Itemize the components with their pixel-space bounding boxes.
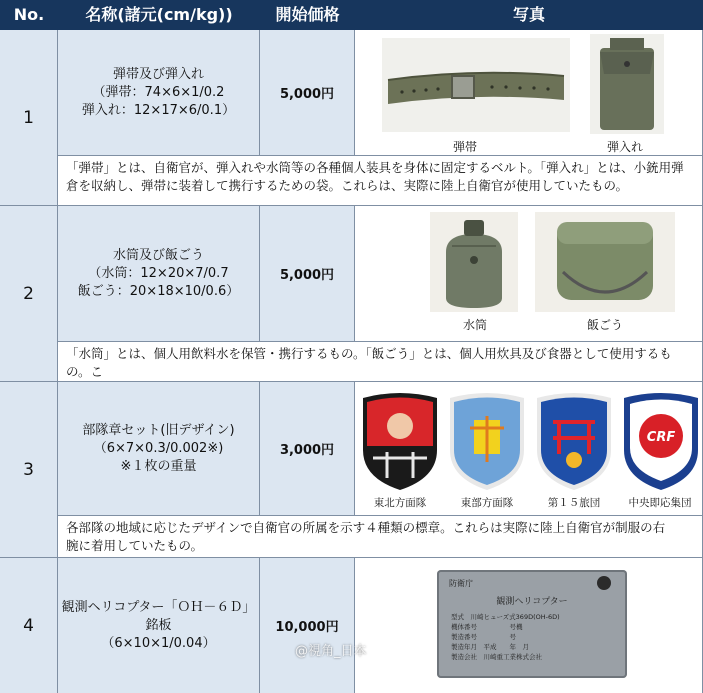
- header-photo: 写真: [512, 5, 545, 24]
- row-1-number: 1: [0, 30, 58, 206]
- plate-line-2: 観測ヘリコプター: [496, 597, 568, 607]
- row-2-price: 5,000円: [260, 206, 355, 342]
- eastern-army-patch: [450, 393, 524, 490]
- row-1-name-line-1: 弾帯及び弾入れ: [112, 66, 204, 82]
- unit-patches-photo: [357, 388, 701, 494]
- row-3-price: 3,000円: [260, 382, 355, 516]
- photo-label-canteen: 水筒: [462, 318, 487, 332]
- row-2-number: 2: [0, 206, 58, 382]
- row-2-description: [58, 342, 703, 382]
- row-4-name-line-1: 観測ヘリコプター「ＯＨ－６Ｄ」: [61, 599, 256, 615]
- row-1-price: 5,000円: [260, 30, 355, 156]
- row-3-name-line-3: ※１枚の重量: [120, 458, 197, 474]
- row-4-name-line-3: （6×10×1/0.04）: [101, 635, 216, 651]
- ammo-pouch-photo: [590, 34, 664, 134]
- header-name: 名称(諸元(cm/kg)): [85, 5, 233, 24]
- row-4-price: 10,000円: [260, 558, 355, 693]
- row-3-name-line-1: 部隊章セット(旧デザイン): [82, 422, 235, 438]
- row-3-description: [58, 516, 703, 558]
- row-4-number: 4: [0, 558, 58, 693]
- row-2-name-line-2: （水筒：12×20×7/0.7: [88, 265, 229, 281]
- central-readiness-force-patch: [624, 393, 698, 490]
- row-2-name: [58, 206, 260, 342]
- row-3-name-line-2: （6×7×0.3/0.002※): [93, 440, 224, 456]
- photo-label-pouch: 弾入れ: [606, 140, 643, 154]
- ammo-belt-photo: [382, 38, 570, 132]
- photo-label-crf: 中央即応集団: [628, 497, 692, 509]
- photo-label-belt: 弾帯: [452, 140, 477, 154]
- plate-line-4: 機体番号 号機: [451, 623, 523, 631]
- plate-line-5: 製造番号 号: [451, 633, 516, 641]
- row-4-name: [58, 558, 260, 693]
- canteen-photo: [430, 212, 518, 312]
- plate-line-6: 製造年月 平成 年 月: [451, 643, 529, 651]
- row-3-desc-line-2: 腕に着用していたもの。: [66, 538, 204, 553]
- row-1-name: [58, 30, 260, 156]
- row-2-name-line-3: 飯ごう：20×18×10/0.6）: [77, 283, 240, 299]
- row-3-photo-cell: [355, 382, 703, 516]
- photo-label-northeastern: 東北方面隊: [373, 497, 427, 509]
- row-1-photo-cell: [355, 30, 703, 156]
- header-no: No.: [13, 5, 45, 24]
- northeastern-army-patch: [363, 393, 437, 490]
- photo-label-mess-kit: 飯ごう: [586, 318, 623, 332]
- plate-emblem-icon: [597, 576, 611, 590]
- photo-label-eastern: 東部方面隊: [460, 497, 514, 509]
- plate-details: [451, 612, 560, 662]
- photo-label-15th-brigade: 第１５旅団: [547, 497, 601, 509]
- row-2-name-line-1: 水筒及び飯ごう: [112, 247, 204, 263]
- row-1-desc-line-2: 倉を収納し、弾帯に装着して携行するための袋。これらは、実際に陸上自衛官が使用していたもの。: [66, 178, 629, 193]
- row-4-name-line-2: 銘板: [145, 617, 172, 633]
- row-2-desc-line-1: 「水筒」とは、個人用飲料水を保管・携行するもの。「飯ごう」とは、個人用炊具及び食器として使用するもの。こ: [66, 346, 672, 379]
- watermark: @視角_日本: [295, 644, 367, 659]
- mess-kit-photo: [535, 212, 675, 312]
- row-3-desc-line-1: 各部隊の地域に応じたデザインで自衛官の所属を示す４種類の標章。これらは実際に陸上自衛官が制服の右: [66, 520, 666, 535]
- row-1-name-line-3: 弾入れ：12×17×6/0.1）: [81, 102, 236, 118]
- crf-patch-text: CRF: [646, 430, 676, 445]
- table-header: [0, 0, 703, 30]
- nameplate-photo: [437, 570, 627, 678]
- row-4-photo-cell: [355, 558, 703, 693]
- row-3-name: [58, 382, 260, 516]
- row-2-photo-cell: [355, 206, 703, 342]
- 15th-brigade-patch: [537, 393, 611, 490]
- row-3-number: 3: [0, 382, 58, 558]
- header-price: 開始価格: [275, 5, 340, 24]
- row-1-name-line-2: （弾帯：74×6×1/0.2: [92, 84, 225, 100]
- row-1-desc-line-1: 「弾帯」とは、自衛官が、弾入れや水筒等の各種個人装具を身体に固定するベルト。「弾入れ」とは、小銃用弾: [66, 160, 684, 175]
- plate-line-1: 防衛庁: [449, 579, 473, 588]
- plate-line-3: 型式 川崎ヒューズ式369D(OH-6D): [451, 613, 560, 621]
- plate-line-7: 製造会社 川崎重工業株式会社: [451, 653, 542, 661]
- row-1-description: [58, 156, 703, 206]
